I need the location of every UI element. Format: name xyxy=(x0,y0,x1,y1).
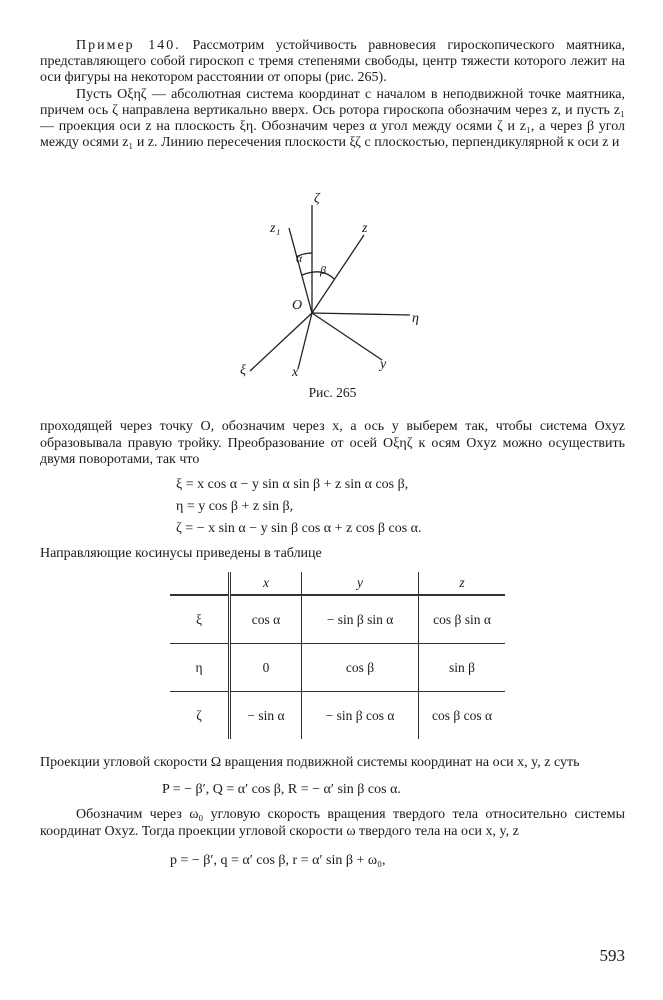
page-number: 593 xyxy=(599,946,625,965)
table-corner xyxy=(170,572,230,595)
table-cell: cos β cos α xyxy=(419,692,506,740)
table-header-y: y xyxy=(302,572,419,595)
equation-omega-projections: P = − β′, Q = α′ cos β, R = − α′ sin β cos α. xyxy=(162,782,401,798)
example-label: Пример 140. xyxy=(76,38,181,53)
paragraph-coordinates: Пусть Oξηζ — абсолютная система координат с началом в неподвижной точке маятника, причем ось ζ направлена вертикально вверх. Ось ротора гироскопа обозначим через z, и пусть z₁ — проекция оси z на плоскость ξη. Обозначим через α угол между осями ζ и z₁, а через β угол между осями z₁ и z. Линию пересечения плоскости ξζ с плоскостью, перпендикулярной к оси z и xyxy=(40,86,625,151)
paragraph-table-intro: Направляющие косинусы приведены в таблице xyxy=(40,546,322,562)
label-z: z xyxy=(362,221,368,237)
table-header-z: z xyxy=(419,572,506,595)
gyroscope-axes-diagram xyxy=(40,157,625,382)
equation-block xyxy=(176,474,625,540)
paragraph-angular-velocity: Проекции угловой скорости Ω вращения подвижной системы координат на оси x, y, z суть xyxy=(40,755,580,771)
table-header-x: x xyxy=(230,572,302,595)
table-cell: cos α xyxy=(230,595,302,644)
table-cell: − sin β cos α xyxy=(302,692,419,740)
table-cell: cos β sin α xyxy=(419,595,506,644)
label-alpha: α xyxy=(296,251,303,266)
table-cell: − sin α xyxy=(230,692,302,740)
table-cell: sin β xyxy=(419,644,506,692)
label-zeta: ζ xyxy=(314,191,320,207)
equation-eta: η = y cos β + z sin β, xyxy=(176,499,294,515)
table-row-label: ξ xyxy=(170,595,230,644)
equation-zeta: ζ = − x sin α − y sin β cos α + z cos β cos α. xyxy=(176,521,422,537)
table-cell: − sin β sin α xyxy=(302,595,419,644)
label-eta: η xyxy=(412,311,419,327)
table-cell: cos β xyxy=(302,644,419,692)
table-row xyxy=(170,644,505,692)
paragraph-body-rotation: Обозначим через ω₀ угловую скорость вращения твердого тела относительно системы координат Oxyz. Тогда проекции угловой скорости ω твердого тела на оси x, y, z xyxy=(40,807,625,839)
paragraph-example-text: Рассмотрим устойчивость равновесия гироскопического маятника, представляющего собой гироскоп с тремя степенями свободы, центр тяжести которого лежит на оси фигуры на некотором расстоянии от опоры (рис. 265). xyxy=(40,38,626,86)
table-row xyxy=(170,692,505,740)
table-header-row xyxy=(170,572,505,595)
label-xi: ξ xyxy=(240,363,246,379)
table-row-label: ζ xyxy=(170,692,230,740)
equation-body-projections: p = − β′, q = α′ cos β, r = α′ sin β + ω₀, xyxy=(170,852,386,868)
figure-265 xyxy=(40,157,625,407)
paragraph-transform: проходящей через точку O, обозначим через x, а ось y выберем так, чтобы система Oxyz образовывала правую тройку. Преобразование от осей Oξηζ к осям Oxyz можно осуществить двумя поворотами, так что xyxy=(40,419,625,467)
paragraph-example xyxy=(40,38,625,87)
figure-caption: Рис. 265 xyxy=(308,385,357,401)
table-cell: 0 xyxy=(230,644,302,692)
label-z1: z₁ xyxy=(270,221,281,237)
direction-cosines-table xyxy=(170,572,505,739)
label-y: y xyxy=(380,357,387,373)
page-body xyxy=(40,38,625,872)
label-x: x xyxy=(292,365,299,381)
table-row xyxy=(170,595,505,644)
equation-xi: ξ = x cos α − y sin α sin β + z sin α cos β, xyxy=(176,477,409,493)
table-row-label: η xyxy=(170,644,230,692)
label-origin: O xyxy=(292,298,303,314)
label-beta: β xyxy=(320,263,326,278)
